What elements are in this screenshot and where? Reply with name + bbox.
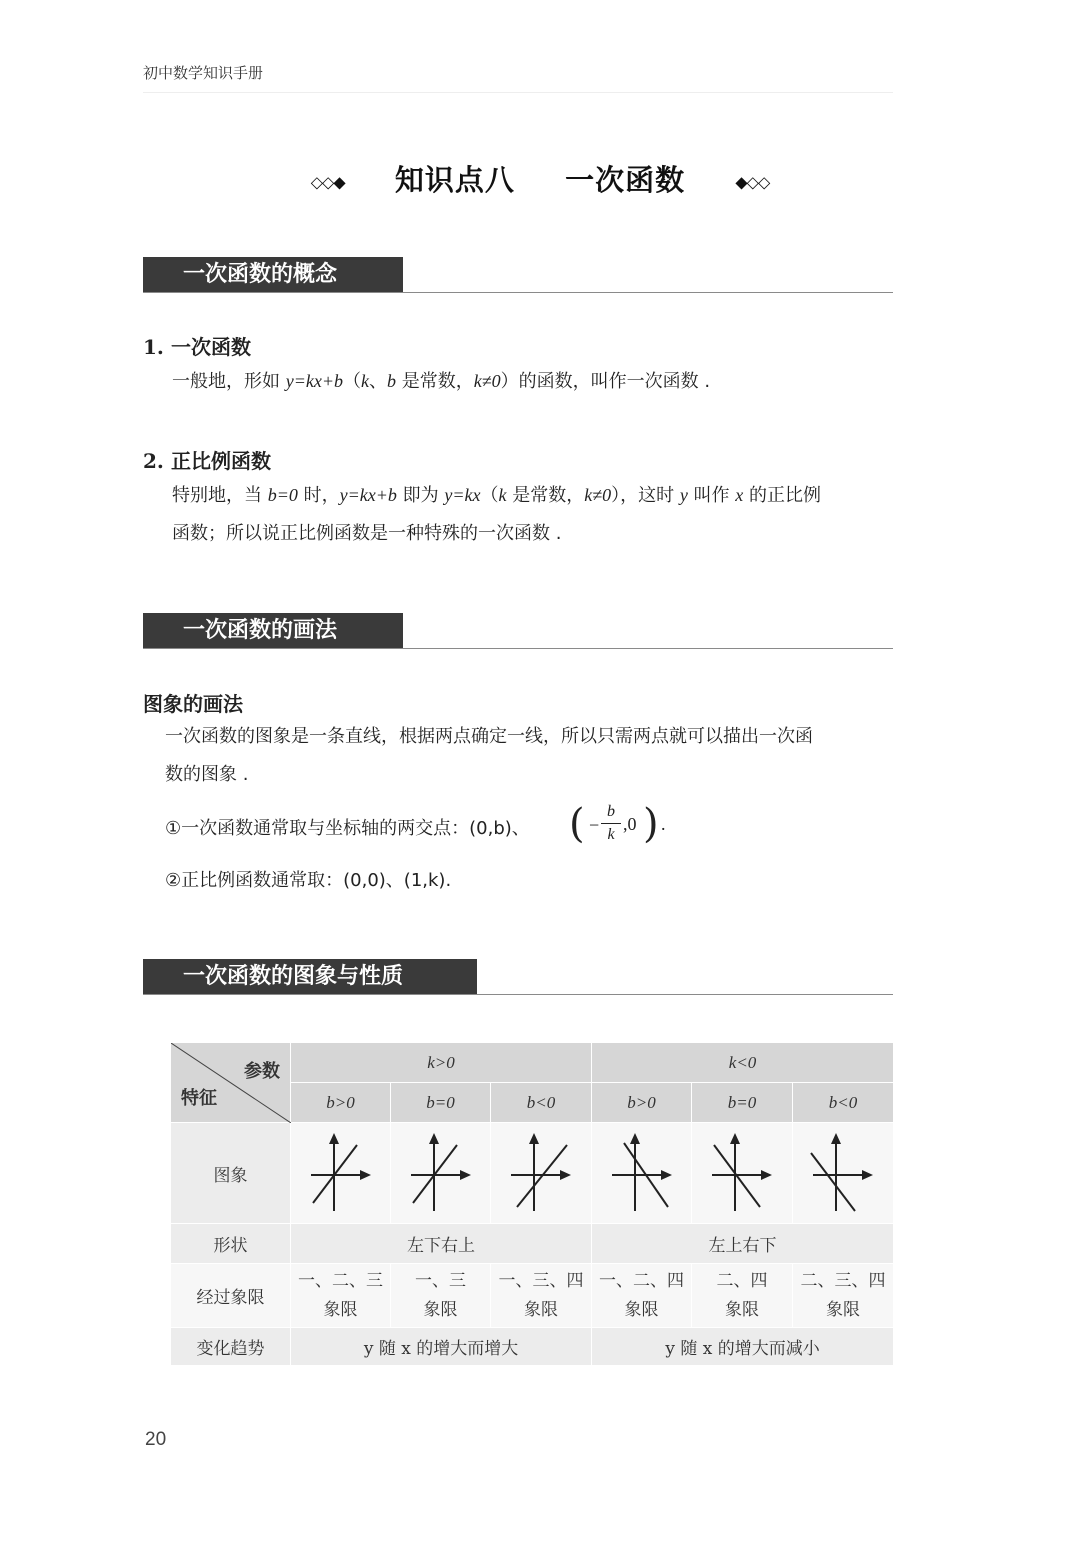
section-label: 一次函数的概念 [143, 257, 403, 293]
quadrant-list: 二、三、四 [800, 1270, 886, 1291]
section-header-concept [143, 257, 893, 293]
quadrant-cell [793, 1264, 894, 1328]
quadrant-suffix: 象限 [624, 1299, 659, 1320]
text: 时， [297, 485, 340, 506]
quadrant-list: 一、二、三 [298, 1270, 383, 1291]
graph-cell [793, 1123, 894, 1224]
graph-cell [491, 1123, 592, 1224]
fraction [601, 803, 621, 844]
quadrant-suffix: 象限 [524, 1299, 559, 1320]
minus-sign: − [589, 815, 600, 835]
header-b-cell: b>0 [291, 1083, 391, 1123]
formula: b=0 [267, 485, 298, 505]
text: 特别地，当 [172, 485, 268, 506]
formula: k≠0 [473, 371, 501, 391]
quadrant-suffix: 象限 [323, 1299, 358, 1320]
definition-paragraph [172, 362, 894, 401]
properties-table [170, 1042, 894, 1366]
header-b-cell: b<0 [793, 1083, 894, 1123]
row-label-shape: 形状 [171, 1224, 291, 1264]
item-title: 一次函数 [171, 335, 251, 359]
section-rule [143, 994, 893, 995]
text: . [661, 814, 666, 834]
quadrant-cell [391, 1264, 491, 1328]
formula: y=kx+b [339, 485, 397, 505]
variable: x [735, 485, 744, 505]
shape-k-negative: 左上右下 [592, 1224, 894, 1264]
denominator: k [607, 826, 615, 843]
header-divider [143, 92, 893, 93]
text: 、 [369, 371, 387, 392]
header-b-cell: b>0 [592, 1083, 692, 1123]
page-number: 20 [145, 1429, 167, 1450]
text: （ [343, 371, 361, 392]
numerator: b [607, 803, 615, 820]
item-heading-proportional-function [143, 445, 271, 474]
quadrant-suffix: 象限 [725, 1299, 760, 1320]
header-k-negative: k<0 [592, 1043, 894, 1083]
text: 是常数， [506, 485, 585, 506]
text: ①一次函数通常取与坐标轴的两交点：(0,b)、 [165, 818, 530, 839]
variable: b [387, 371, 396, 391]
proportional-paragraph [172, 476, 894, 553]
variable: k [361, 371, 369, 391]
formula: k≠0 [584, 485, 612, 505]
row-label-trend: 变化趋势 [171, 1328, 291, 1366]
point-rule-2: ②正比例函数通常取：(0,0)、(1,k). [165, 870, 452, 891]
header-b-cell: b=0 [692, 1083, 793, 1123]
sub-heading: 图象的画法 [143, 692, 243, 716]
text: （ [480, 485, 499, 506]
trend-k-positive: y 随 x 的增大而增大 [291, 1328, 592, 1366]
text: 是常数， [396, 371, 474, 392]
text-line: 一次函数的图象是一条直线，根据两点确定一线，所以只需两点就可以描出一次函 [165, 726, 813, 747]
formula: y=kx+b [285, 371, 343, 391]
variable: y [679, 485, 688, 505]
line-k-pos-b-pos-icon [301, 1129, 381, 1213]
point-rule-1 [165, 801, 685, 853]
text: ）的函数，叫作一次函数 . [500, 371, 711, 392]
formula: y=kx [444, 485, 481, 505]
row-label-quadrants: 经过象限 [171, 1264, 291, 1328]
graph-cell [592, 1123, 692, 1224]
item-title: 正比例函数 [171, 449, 271, 473]
quadrant-cell [592, 1264, 692, 1328]
shape-k-positive: 左下右上 [291, 1224, 592, 1264]
title-part1: 知识点八 [394, 163, 515, 197]
text: ,0 [623, 814, 637, 834]
line-k-pos-b-neg-icon [501, 1129, 581, 1213]
quadrant-cell [692, 1264, 793, 1328]
quadrant-cell [491, 1264, 592, 1328]
text: 的正比例 [743, 485, 821, 506]
drawing-paragraph [165, 718, 895, 794]
quadrant-list: 一、二、四 [599, 1270, 685, 1291]
section-header-properties [143, 959, 893, 995]
quadrant-list: 一、三、四 [498, 1270, 584, 1291]
text-line: 数的图象 . [165, 764, 249, 785]
quadrant-suffix: 象限 [423, 1299, 458, 1320]
header-k-positive: k>0 [291, 1043, 592, 1083]
line-k-pos-b-zero-icon [401, 1129, 481, 1213]
item-heading-linear-function [143, 331, 251, 360]
section-rule [143, 292, 893, 293]
quadrant-list: 二、四 [716, 1270, 768, 1291]
item-number: 1. [143, 335, 164, 359]
diagonal-divider [171, 1043, 291, 1123]
quadrant-suffix: 象限 [826, 1299, 861, 1320]
section-rule [143, 648, 893, 649]
corner-param-label: 参数 [244, 1061, 280, 1082]
table-corner-cell [171, 1043, 291, 1123]
title-part2: 一次函数 [565, 163, 686, 197]
title-decoration-right: ◆◇◇ [735, 172, 770, 192]
corner-feature-label: 特征 [181, 1088, 217, 1109]
quadrant-list: 一、三 [415, 1270, 466, 1291]
title-decoration-left: ◇◇◆ [310, 172, 345, 192]
right-paren: ) [643, 801, 659, 847]
graph-cell [291, 1123, 391, 1224]
text: 即为 [396, 485, 445, 506]
text-line: 函数；所以说正比例函数是一种特殊的一次函数 . [172, 523, 562, 544]
header-b-cell: b<0 [491, 1083, 592, 1123]
line-k-neg-b-neg-icon [803, 1129, 883, 1213]
section-label: 一次函数的画法 [143, 613, 403, 649]
item-number: 2. [143, 449, 164, 473]
section-header-drawing [143, 613, 893, 649]
header-b-cell: b=0 [391, 1083, 491, 1123]
line-k-neg-b-zero-icon [702, 1129, 782, 1213]
quadrant-cell [291, 1264, 391, 1328]
running-header: 初中数学知识手册 [143, 64, 264, 82]
graph-cell [391, 1123, 491, 1224]
left-paren: ( [569, 801, 585, 847]
text: 一般地，形如 [172, 371, 286, 392]
page-title [0, 158, 1080, 199]
text: ），这时 [611, 485, 680, 506]
line-k-neg-b-pos-icon [602, 1129, 682, 1213]
row-label-graph: 图象 [171, 1123, 291, 1224]
variable: k [498, 485, 507, 505]
graph-cell [692, 1123, 793, 1224]
trend-k-negative: y 随 x 的增大而减小 [592, 1328, 894, 1366]
text: 叫作 [687, 485, 736, 506]
section-label: 一次函数的图象与性质 [143, 959, 477, 995]
